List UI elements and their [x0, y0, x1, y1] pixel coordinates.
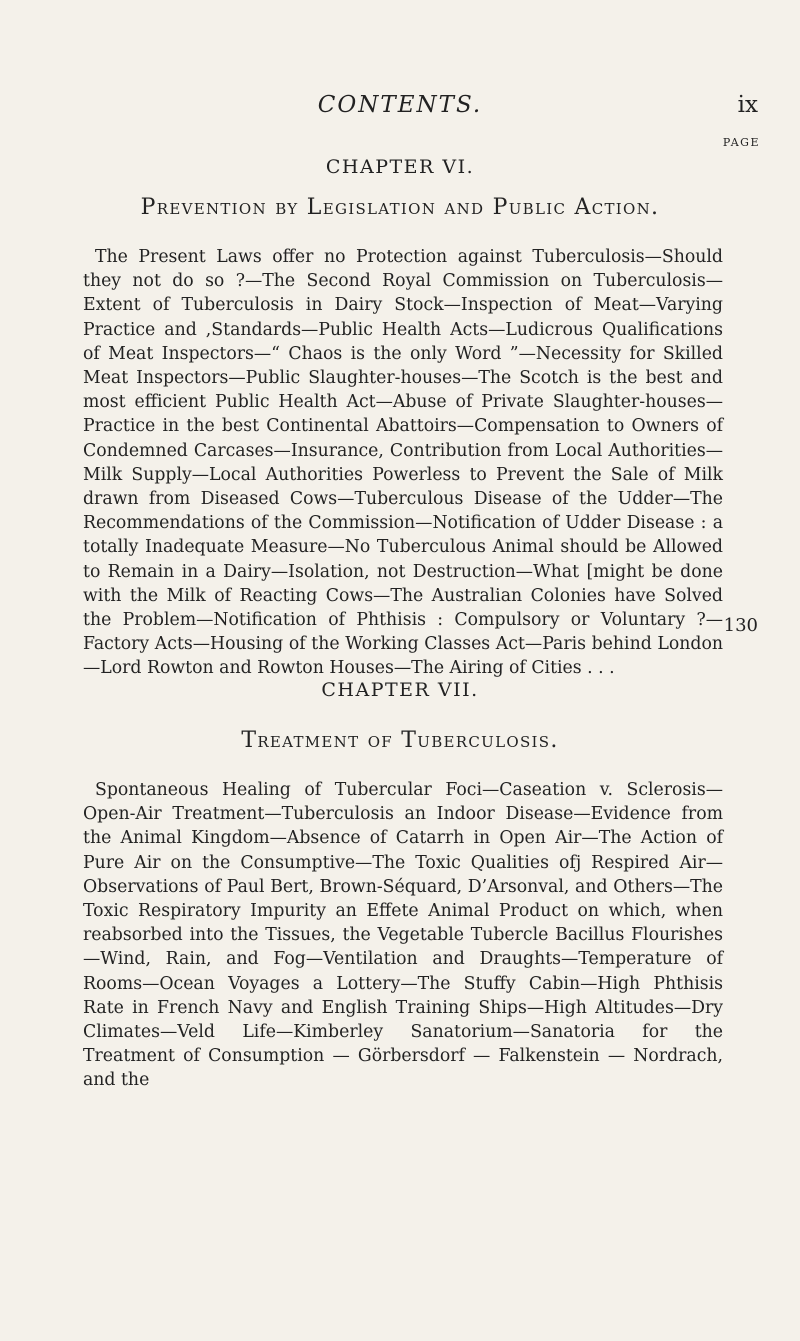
chapter-7-label: CHAPTER VII.	[321, 679, 479, 701]
chapter-6-page-reference: 130	[723, 615, 758, 636]
chapter-7-title: Treatment of Tuberculosis.	[241, 728, 559, 753]
chapter-6-summary: The Present Laws offer no Protection against Tuberculosis—Should they not do so ?—The Second Royal Commission on Tuberculosis—Extent of Tuberculosis in Dairy Stock—Inspection of Meat—Varying Practice and ,Standards—Public Health Acts—Ludicrous Qualifications of Meat Inspectors—“ Chaos is the only Word ”—Necessity for Skilled Meat Inspectors—Public Slaughter-houses—The Scotch is the best and most efficient Public Health Act—Abuse of Private Slaughter-houses—Practice in the best Continental Abattoirs—Compensation to Owners of Condemned Carcases—Insurance, Contribution from Local Authorities—Milk Supply—Local Authorities Powerless to Prevent the Sale of Milk drawn from Diseased Cows—Tuberculous Disease of the Udder—The Recommendations of the Commission—Notification of Udder Disease : a totally Inadequate Measure—No Tuberculous Animal should be Allowed to Remain in a Dairy—Isolation, not Destruction—What [might be done with the Milk of Reacting Cows—The Australian Colonies have Solved the Problem—Notification of Phthisis : Compulsory or Voluntary ?—Factory Acts—Housing of the Working Classes Act—Paris behind London—Lord Rowton and Rowton Houses—The Airing of Cities . . .	[83, 247, 723, 679]
chapter-6-label: CHAPTER VI.	[325, 156, 475, 178]
page-column-label: PAGE	[722, 136, 760, 149]
running-title: CONTENTS.	[317, 92, 483, 118]
page-number: ix	[737, 92, 758, 118]
chapter-7-summary: Spontaneous Healing of Tubercular Foci—Caseation v. Sclerosis—Open-Air Treatment—Tuberculosis an Indoor Disease—Evidence from the Animal Kingdom—Absence of Catarrh in Open Air—The Action of Pure Air on the Consumptive—The Toxic Qualities ofj Respired Air—Observations of Paul Bert, Brown-Séquard, D’Arsonval, and Others—The Toxic Respiratory Impurity an Effete Animal Product on which, when reabsorbed into the Tissues, the Vegetable Tubercle Bacillus Flourishes—Wind, Rain, and Fog—Ventilation and Draughts—Temperature of Rooms—Ocean Voyages a Lottery—The Stuffy Cabin—High Phthisis Rate in French Navy and English Training Ships—High Altitudes—Dry Climates—Veld Life—Kimberley Sanatorium—Sanatoria for the Treatment of Consumption — Görbersdorf — Falkenstein — Nordrach, and the	[83, 780, 723, 1091]
chapter-6-title: Prevention by Legislation and Public Action.	[140, 195, 660, 220]
